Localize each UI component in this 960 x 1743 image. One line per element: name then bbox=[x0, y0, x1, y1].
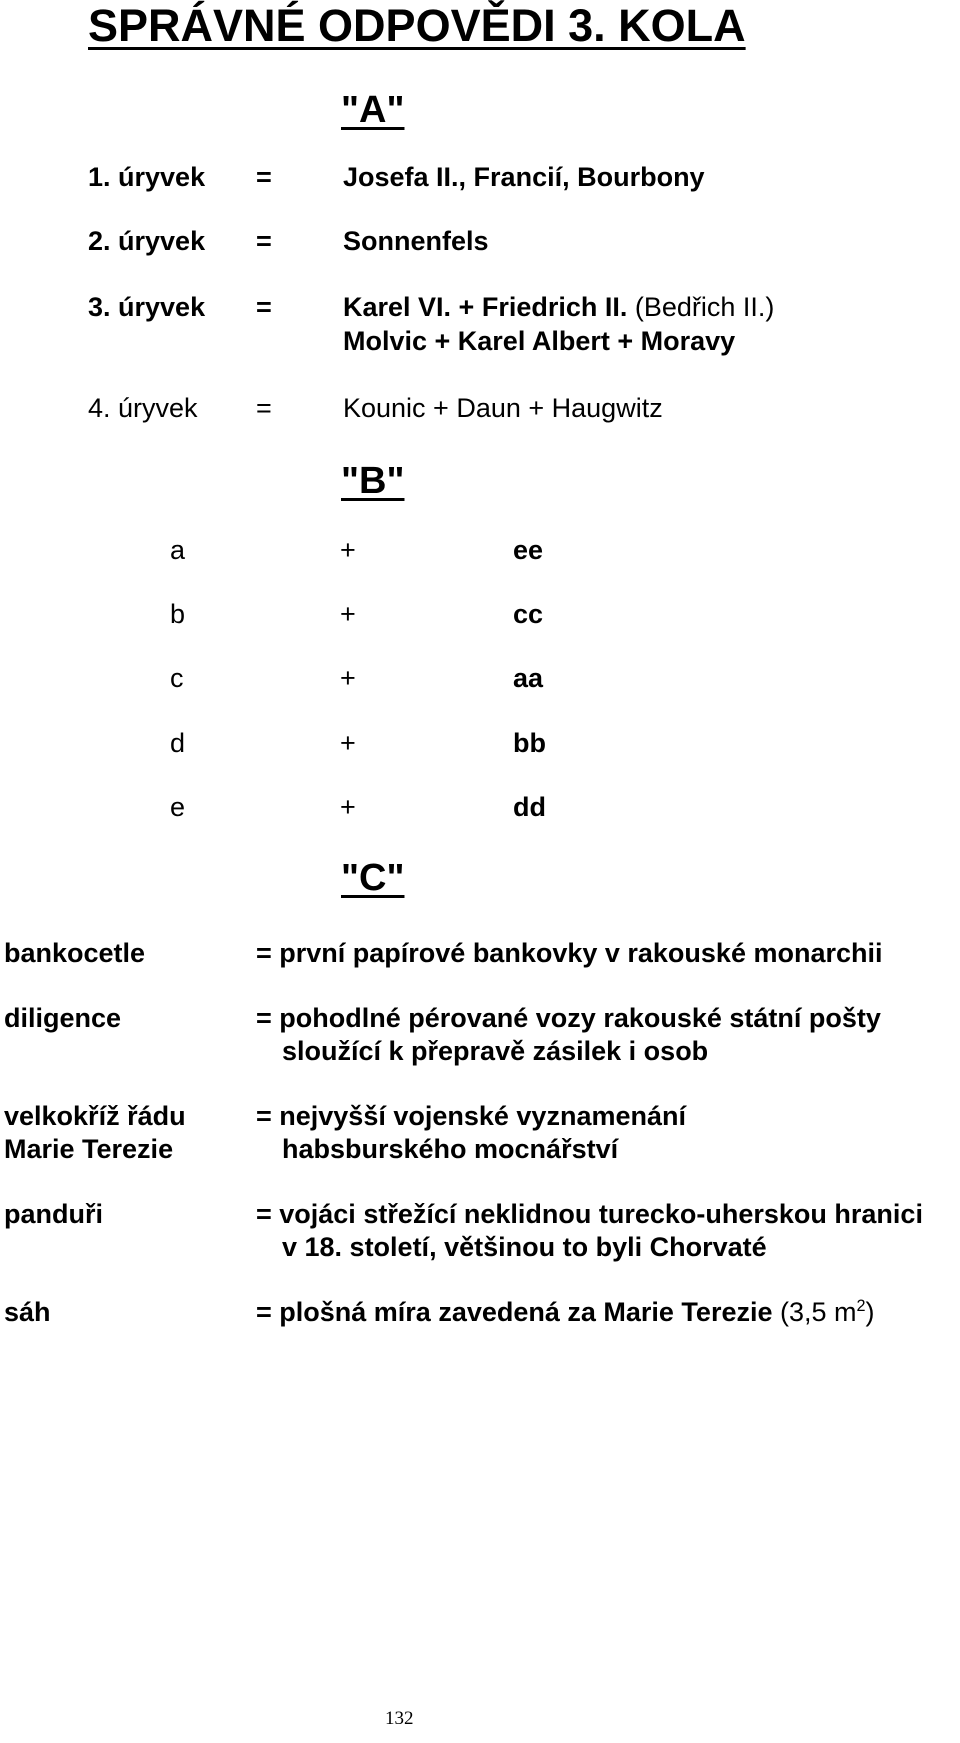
section-a-answer-note: (Bedřich II.) bbox=[634, 292, 775, 322]
glossary-term: panduři bbox=[4, 1199, 103, 1229]
section-a-heading: "A" bbox=[341, 89, 405, 131]
section-b-heading: "B" bbox=[341, 460, 405, 502]
section-a-label: 4. úryvek bbox=[88, 393, 198, 423]
plus-sign: + bbox=[340, 663, 356, 693]
glossary-definition-line2: sloužící k přepravě zásilek i osob bbox=[282, 1036, 709, 1066]
section-a-answer-bold: Karel VI. + Friedrich II. bbox=[343, 292, 628, 322]
pair-right: bb bbox=[513, 728, 546, 758]
section-a-answer: Josefa II., Francií, Bourbony bbox=[343, 162, 705, 192]
glossary-definition-extra bbox=[780, 1297, 875, 1327]
glossary-definition-line2: v 18. století, většinou to byli Chorvaté bbox=[282, 1232, 767, 1262]
glossary-definition-line2: habsburského mocnářství bbox=[282, 1134, 619, 1164]
plus-sign: + bbox=[340, 728, 356, 758]
page-number: 132 bbox=[385, 1708, 414, 1729]
section-a-answer bbox=[343, 291, 774, 324]
glossary-definition: = nejvyšší vojenské vyznamenání bbox=[256, 1101, 686, 1131]
glossary-definition: = pohodlné pérované vozy rakouské státní pošty bbox=[256, 1003, 881, 1033]
glossary-term: sáh bbox=[4, 1297, 51, 1327]
glossary-term-line2: Marie Terezie bbox=[4, 1134, 174, 1164]
section-a-label: 2. úryvek bbox=[88, 226, 206, 256]
pair-right: ee bbox=[513, 535, 544, 565]
section-a-label: 3. úryvek bbox=[88, 292, 206, 322]
pair-right: cc bbox=[513, 599, 544, 629]
pair-right: dd bbox=[513, 792, 546, 822]
glossary-term: velkokříž řádu bbox=[4, 1101, 186, 1131]
plus-sign: + bbox=[340, 535, 356, 565]
page-title: SPRÁVNÉ ODPOVĚDI 3. KOLA bbox=[88, 0, 746, 51]
glossary-term: bankocetle bbox=[4, 938, 146, 968]
pair-left: b bbox=[170, 599, 186, 629]
plus-sign: + bbox=[340, 599, 356, 629]
equals-sign: = bbox=[256, 393, 272, 423]
plus-sign: + bbox=[340, 792, 356, 822]
pair-left: a bbox=[170, 535, 186, 565]
pair-left: d bbox=[170, 728, 186, 758]
equals-sign: = bbox=[256, 162, 272, 192]
equals-sign: = bbox=[256, 226, 272, 256]
glossary-definition-text: = plošná míra zavedená za Marie Terezie bbox=[256, 1297, 773, 1327]
section-c-heading: "C" bbox=[341, 857, 405, 899]
glossary-definition bbox=[256, 1296, 875, 1329]
pair-right: aa bbox=[513, 663, 544, 693]
section-a-answer: Kounic + Daun + Haugwitz bbox=[343, 393, 663, 423]
glossary-definition: = první papírové bankovky v rakouské monarchii bbox=[256, 938, 883, 968]
section-a-answer-line2: Molvic + Karel Albert + Moravy bbox=[343, 326, 736, 356]
glossary-definition: = vojáci střežící neklidnou turecko-uherskou hranici bbox=[256, 1199, 923, 1229]
equals-sign: = bbox=[256, 292, 272, 322]
section-a-label: 1. úryvek bbox=[88, 162, 206, 192]
glossary-term: diligence bbox=[4, 1003, 122, 1033]
area-close: ) bbox=[865, 1297, 875, 1327]
pair-left: c bbox=[170, 663, 184, 693]
area-value: (3,5 m bbox=[780, 1297, 857, 1327]
section-a-answer: Sonnenfels bbox=[343, 226, 489, 256]
pair-left: e bbox=[170, 792, 186, 822]
area-exponent: 2 bbox=[856, 1297, 866, 1315]
